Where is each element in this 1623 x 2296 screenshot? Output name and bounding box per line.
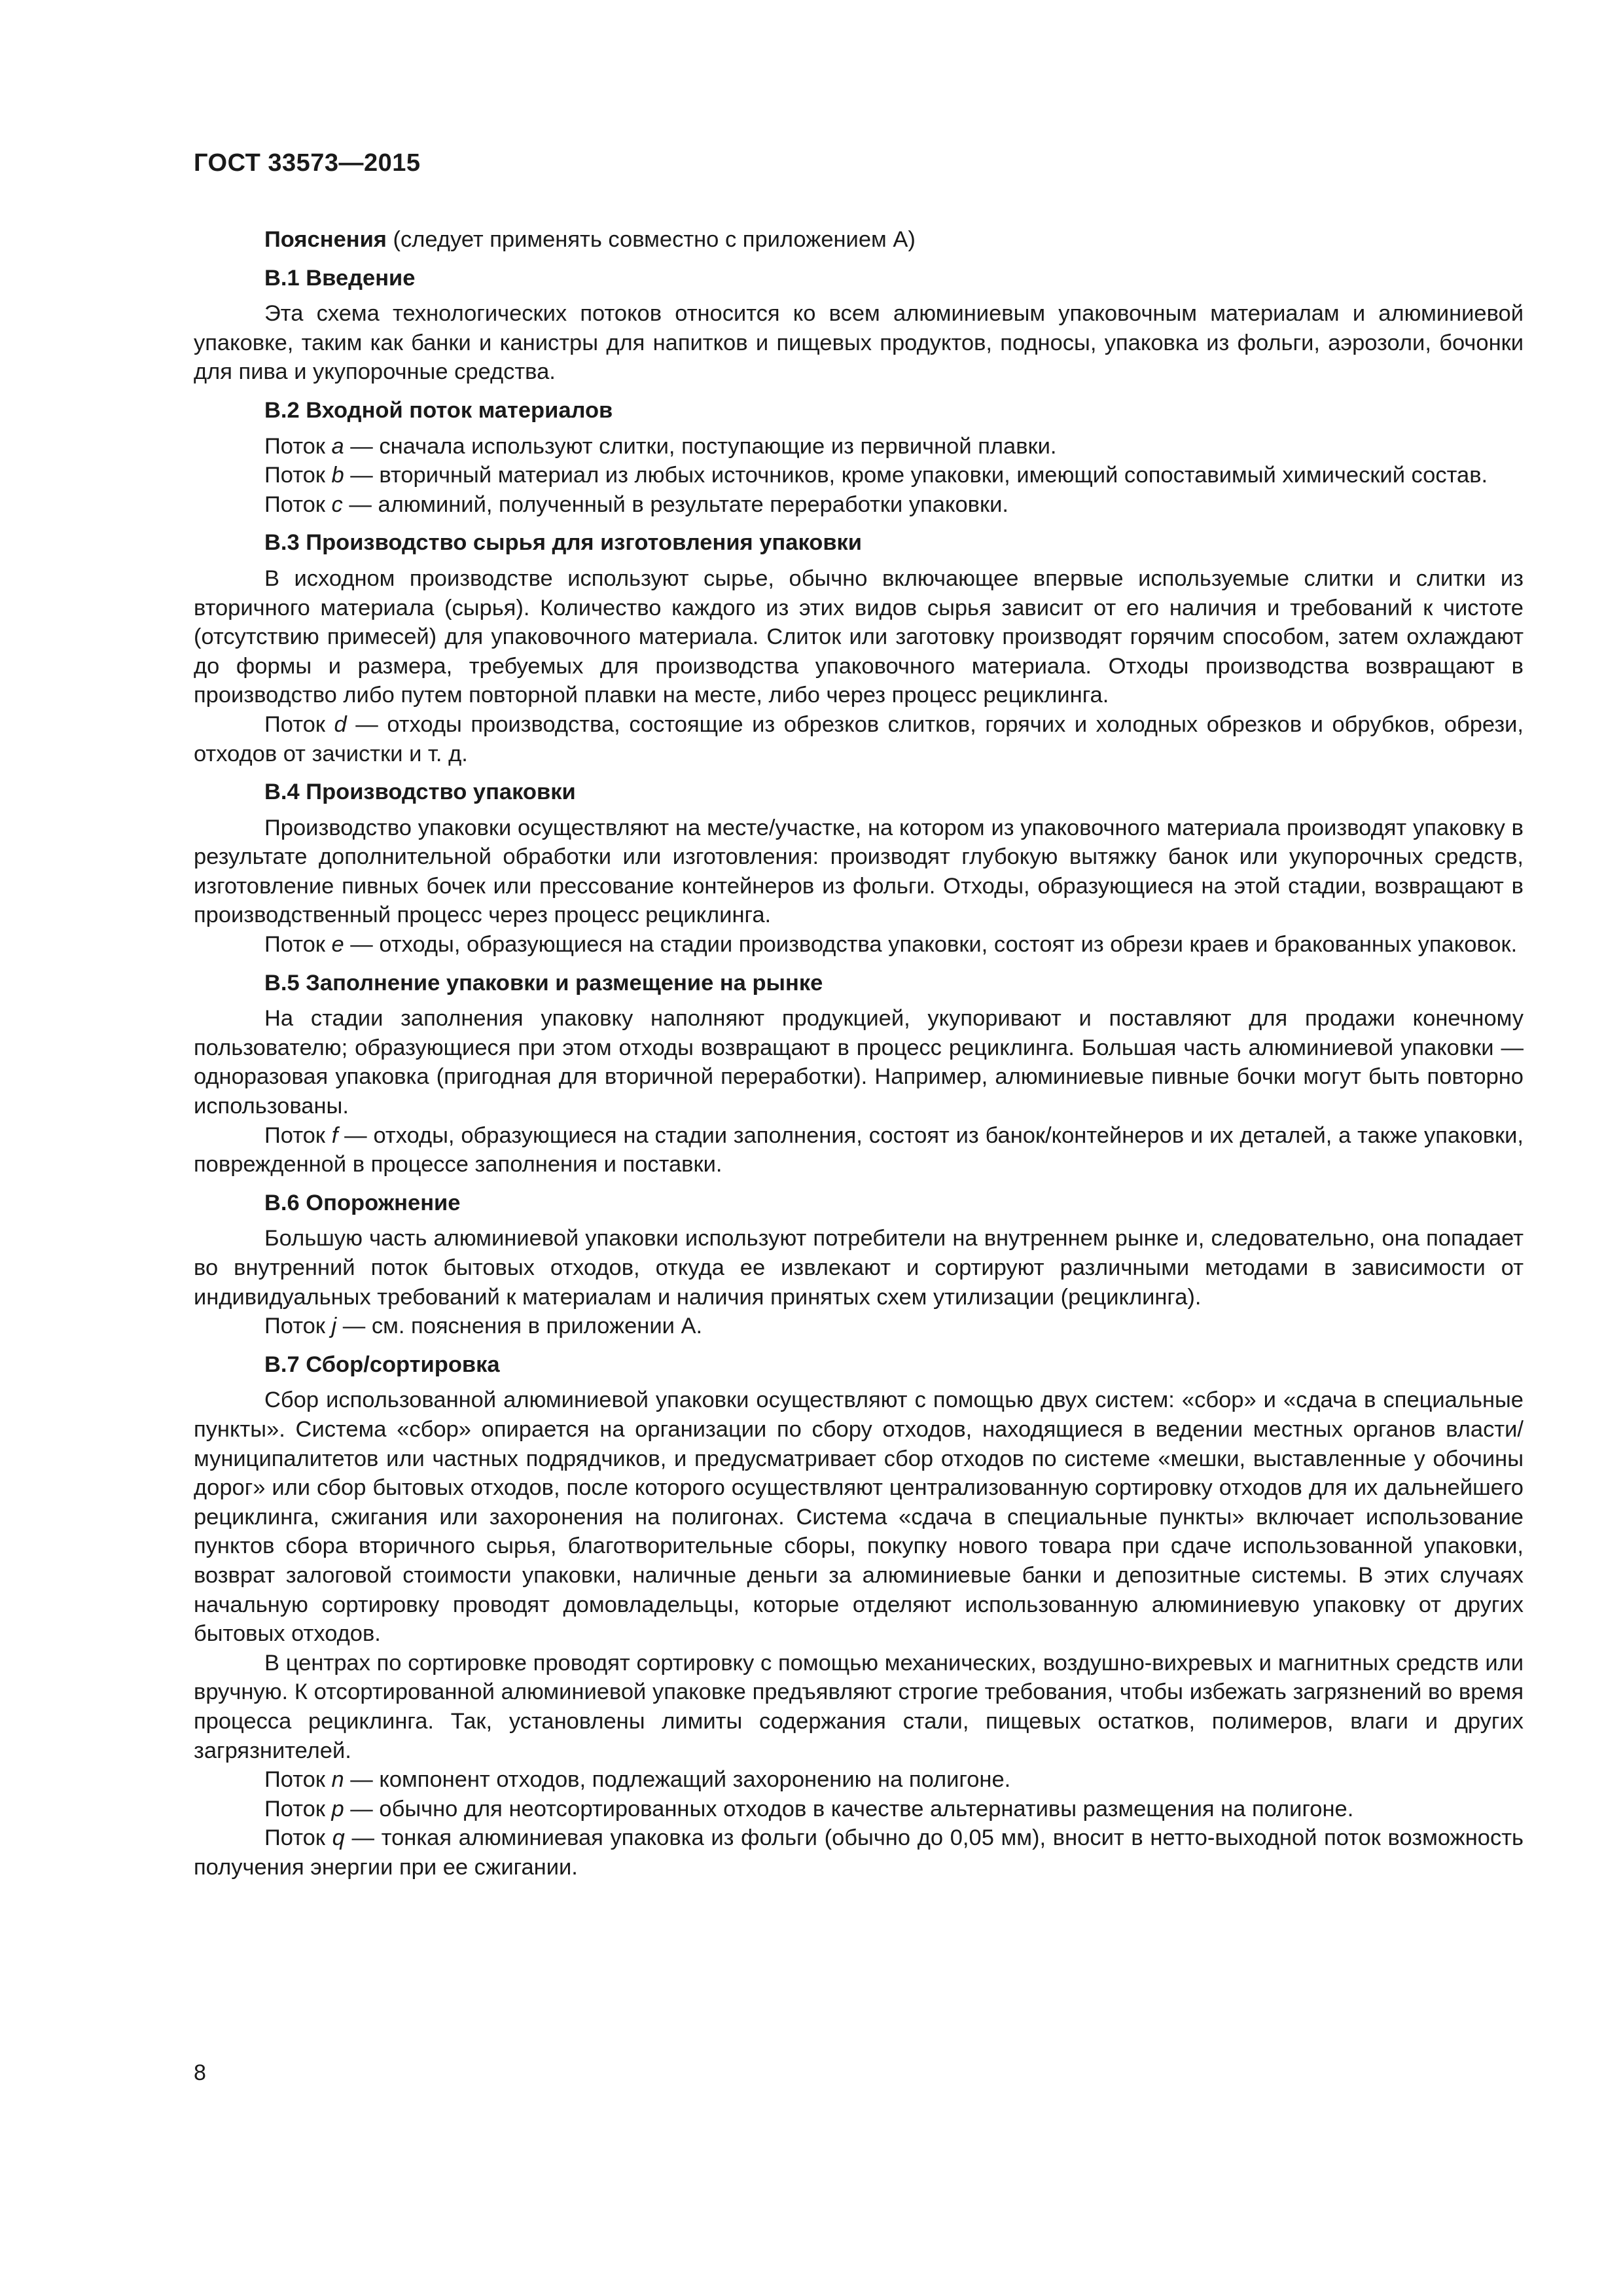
- section-b7-paragraph-2: В центрах по сортировке проводят сортировку с помощью механических, воздушно-вихревых и магнитных средств или вручную. К отсортированной алюминиевой упаковке предъявляют строгие требования, чтобы избежать загрязнений во время процесса рециклинга. Так, установлены лимиты содержания стали, пищевых остатков, полимеров, влаги и других загрязнителей.: [194, 1650, 1524, 1763]
- section-b6-paragraph: Большую часть алюминиевой упаковки используют потребители на внутреннем рынке и, следовательно, она попадает во внутренний поток бытовых отходов, откуда ее извлекают и сортируют различными методами в зависимости от индивидуальных требований к материалам и наличия принятых схем утилизации (рециклинга).: [194, 1226, 1524, 1310]
- stream-p: Поток p — обычно для неотсортированных отходов в качестве альтернативы размещения на полигоне.: [264, 1796, 1354, 1821]
- section-b3-paragraph: В исходном производстве используют сырье, обычно включающее впервые используемые слитки и слитки из вторичного материала (сырья). Количество каждого из этих видов сырья зависит от его наличия и требований к чистоте (отсутствию примесей) для упаковочного материала. Слиток или заготовку производят горячим способом, затем охлаждают до формы и размера, требуемых для производства упаковочного материала. Отходы производства возвращают в производство либо путем повторной плавки на месте, либо через процесс рециклинга.: [194, 565, 1524, 708]
- section-b5-paragraph: На стадии заполнения упаковку наполняют продукцией, укупоривают и поставляют для продажи конечному пользователю; образующиеся при этом отходы возвращают в процесс рециклинга. Большая часть алюминиевой упаковки — одноразовая упаковка (пригодная для вторичной переработки). Например, алюминиевые пивные бочки могут быть повторно использованы.: [194, 1006, 1524, 1119]
- stream-c: Поток c — алюминий, полученный в результате переработки упаковки.: [264, 492, 1008, 517]
- section-heading-b1: В.1 Введение: [264, 265, 416, 291]
- document-body: [194, 225, 1524, 1882]
- section-b1-paragraph: Эта схема технологических потоков относится ко всем алюминиевым упаковочным материалам и алюминиевой упаковке, таким как банки и канистры для напитков и пищевых продуктов, подносы, упаковка из фольги, аэрозоли, бочонки для пива и укупорочные средства.: [194, 301, 1524, 385]
- stream-d: Поток d — отходы производства, состоящие из обрезков слитков, горячих и холодных обрезков и обрубков, обрези, отходов от зачистки и т. д.: [194, 711, 1524, 766]
- explanations-intro: [194, 225, 1524, 255]
- section-b7-paragraph-1: Сбор использованной алюминиевой упаковки осуществляют с помощью двух систем: «сбор» и «сдача в специальные пункты». Система «сбор» опирается на организации по сбору отходов, находящиеся в ведении местных органов власти/муниципалитетов или частных подрядчиков, и предусматривает сбор отходов по системе «мешки, выставленные у обочины дорог» или сбор бытовых отходов, после которого осуществляют централизованную сортировку отходов для их дальнейшего рециклинга, сжигания или захоронения на полигонах. Система «сдача в специальные пункты» включает использование пунктов сбора вторичного сырья, благотворительные сборы, покупку нового товара при сдаче использованной упаковки, возврат залоговой стоимости упаковки, наличные деньги за алюминиевые банки и депозитные системы. В этих случаях начальную сортировку проводят домовладельцы, которые отделяют использованную алюминиевую упаковку от других бытовых отходов.: [194, 1388, 1524, 1647]
- document-id-header: ГОСТ 33573—2015: [194, 149, 421, 177]
- section-b4-paragraph: Производство упаковки осуществляют на месте/участке, на котором из упаковочного материала производят упаковку в результате дополнительной обработки или изготовления: производят глубокую вытяжку банок или укупорочных средств, изготовление пивных бочек или прессование контейнеров из фольги. Отходы, образующиеся на этой стадии, возвращают в производственный процесс через процесс рециклинга.: [194, 815, 1524, 928]
- stream-b: Поток b — вторичный материал из любых источников, кроме упаковки, имеющий сопоставимый химический состав.: [264, 463, 1488, 488]
- explanations-note: (следует применять совместно с приложением А): [393, 227, 916, 252]
- section-heading-b5: В.5 Заполнение упаковки и размещение на рынке: [264, 970, 823, 996]
- page-number: 8: [194, 2060, 206, 2085]
- section-heading-b6: В.6 Опорожнение: [264, 1190, 461, 1215]
- stream-a: Поток a — сначала используют слитки, поступающие из первичной плавки.: [264, 433, 1057, 459]
- stream-e: Поток e — отходы, образующиеся на стадии производства упаковки, состоят из обрези краев и бракованных упаковок.: [264, 932, 1518, 958]
- section-heading-b3: В.3 Производство сырья для изготовления упаковки: [264, 530, 863, 556]
- stream-n: Поток n — компонент отходов, подлежащий захоронению на полигоне.: [264, 1767, 1011, 1793]
- explanations-label: Пояснения: [264, 227, 387, 252]
- section-heading-b2: В.2 Входной поток материалов: [264, 397, 613, 423]
- section-heading-b7: В.7 Сбор/сортировка: [264, 1352, 500, 1377]
- stream-q: Поток q — тонкая алюминиевая упаковка из фольги (обычно до 0,05 мм), вносит в нетто-выходной поток возможность получения энергии при ее сжигании.: [194, 1825, 1524, 1880]
- stream-f: Поток f — отходы, образующиеся на стадии заполнения, состоят из банок/контейнеров и их деталей, а также упаковки, поврежденной в процессе заполнения и поставки.: [194, 1122, 1524, 1177]
- stream-j: Поток j — см. пояснения в приложении А.: [264, 1314, 703, 1339]
- section-heading-b4: В.4 Производство упаковки: [264, 780, 576, 805]
